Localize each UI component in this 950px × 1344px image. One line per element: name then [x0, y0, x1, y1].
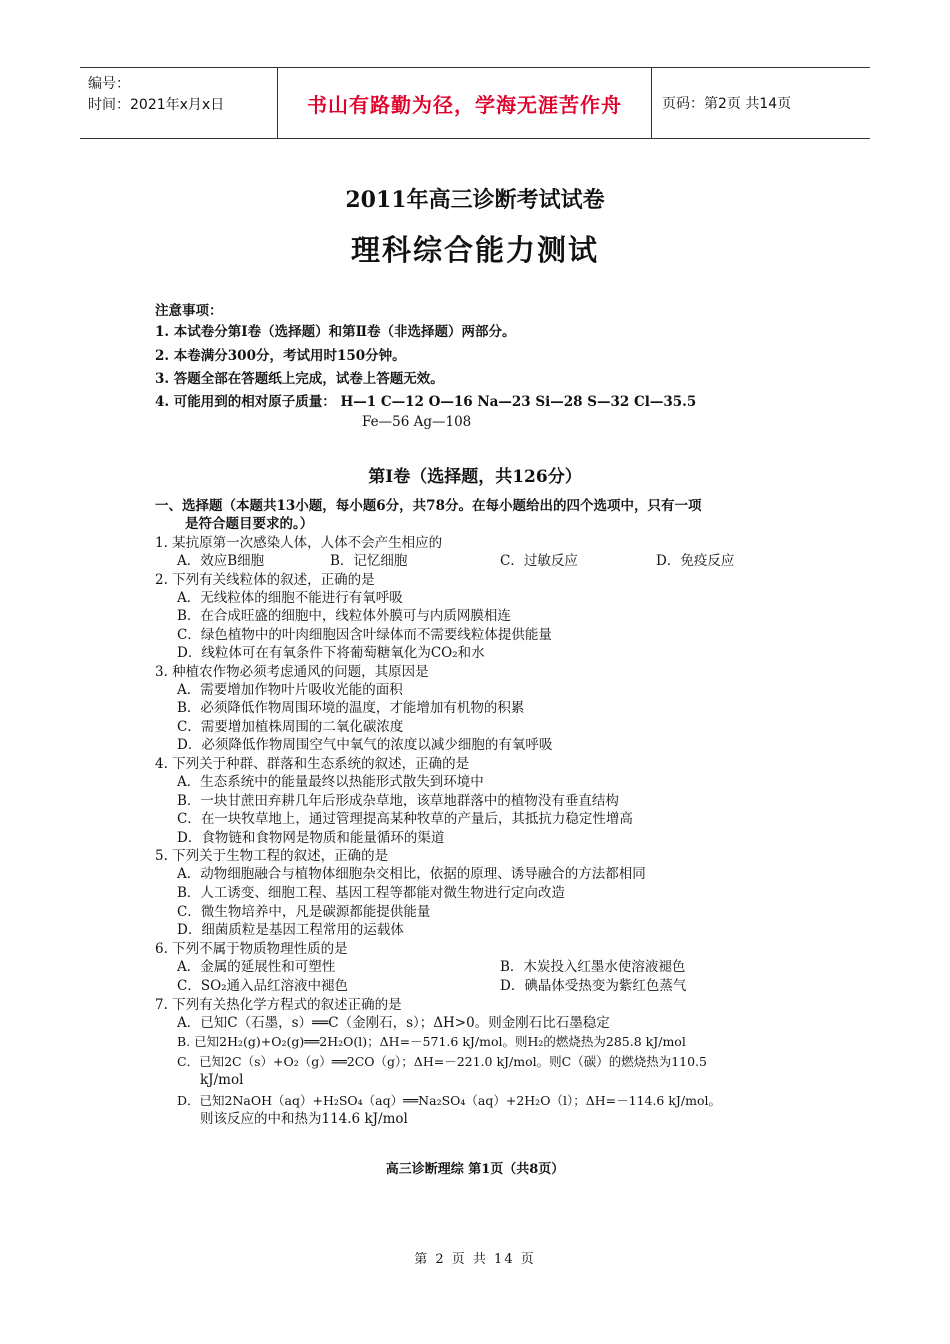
- option: C．已知2C（s）+O₂（g）══2CO（g）；ΔH=－221.0 kJ/mol。则C（碳）的燃烧热为110.5: [177, 1054, 707, 1069]
- option: D．线粒体可在有氧条件下将葡萄糖氧化为CO₂和水: [177, 645, 485, 661]
- option: C．SO₂通入品红溶液中褪色: [177, 978, 349, 994]
- serial-label: 编号：: [88, 76, 130, 92]
- question-stem: 4. 下列关于种群、群落和生态系统的叙述，正确的是: [155, 756, 470, 772]
- option: A．动物细胞融合与植物体细胞杂交相比，依据的原理、诱导融合的方法都相同: [177, 866, 646, 882]
- note-item: 1. 本试卷分第Ⅰ卷（选择题）和第Ⅱ卷（非选择题）两部分。: [155, 324, 516, 340]
- option-continued: kJ/mol: [200, 1072, 244, 1088]
- option: A．无线粒体的细胞不能进行有氧呼吸: [177, 590, 403, 606]
- exam-footer: 高三诊断理综 第1页（共8页）: [385, 1162, 565, 1177]
- part-one-line: 一、选择题（本题共13小题，每小题6分，共78分。在每小题给出的四个选项中，只有一项: [155, 498, 702, 514]
- question-stem: 2. 下列有关线粒体的叙述，正确的是: [155, 572, 375, 588]
- page-info: 页码：第2页 共14页: [662, 96, 792, 112]
- option: C．微生物培养中，凡是碳源都能提供能量: [177, 904, 431, 920]
- part-one-line: 是符合题目要求的。）: [185, 516, 314, 532]
- option: C．在一块牧草地上，通过管理提高某种牧草的产量后，其抵抗力稳定性增高: [177, 811, 633, 827]
- date-label: 时间：2021年x月x日: [88, 97, 225, 113]
- question-stem: 6. 下列不属于物质物理性质的是: [155, 941, 348, 957]
- question-stem: 5. 下列关于生物工程的叙述，正确的是: [155, 848, 389, 864]
- note-item: Fe—56 Ag—108: [362, 414, 472, 430]
- header-motto-cell: [278, 68, 652, 138]
- option: A．需要增加作物叶片吸收光能的面积: [177, 682, 403, 698]
- option: D．细菌质粒是基因工程常用的运载体: [177, 922, 404, 938]
- option: D．必须降低作物周围空气中氧气的浓度以减少细胞的有氧呼吸: [177, 737, 553, 753]
- exam-title: 2011年高三诊断考试试卷: [345, 187, 605, 213]
- option: B．必须降低作物周围环境的温度，才能增加有机物的积累: [177, 700, 525, 716]
- question-stem: 1. 某抗原第一次感染人体，人体不会产生相应的: [155, 535, 443, 551]
- motto: 书山有路勤为径，学海无涯苦作舟: [307, 92, 622, 117]
- option-continued: 则该反应的中和热为114.6 kJ/mol: [200, 1111, 408, 1127]
- option: D．免疫反应: [656, 553, 735, 569]
- question-stem: 7. 下列有关热化学方程式的叙述正确的是: [155, 997, 402, 1013]
- option: B．人工诱变、细胞工程、基因工程等都能对微生物进行定向改造: [177, 885, 565, 901]
- exam-subtitle: 理科综合能力测试: [350, 233, 599, 267]
- option: C．绿色植物中的叶肉细胞因含叶绿体而不需要线粒体提供能量: [177, 627, 552, 643]
- option: B. 已知2H₂(g)+O₂(g)══2H₂O(l)；ΔH=－571.6 kJ/mol。则H₂的燃烧热为285.8 kJ/mol: [177, 1034, 686, 1049]
- header-table: [80, 67, 870, 139]
- option: A．金属的延展性和可塑性: [177, 959, 336, 975]
- option: B．在合成旺盛的细胞中，线粒体外膜可与内质网膜相连: [177, 608, 511, 624]
- option: C．需要增加植株周围的二氧化碳浓度: [177, 719, 404, 735]
- notes-heading: 注意事项：: [155, 303, 223, 319]
- option: B．一块甘蔗田弃耕几年后形成杂草地，该草地群落中的植物没有垂直结构: [177, 793, 619, 809]
- page-footer: 第 2 页 共 14 页: [414, 1252, 536, 1267]
- note-item: 4. 可能用到的相对原子质量： H—1 C—12 O—16 Na—23 Si—28 S—32 Cl—35.5: [155, 394, 697, 410]
- header-meta: [80, 68, 278, 138]
- option: A．已知C（石墨，s）══C（金刚石，s）；ΔH>0。则金刚石比石墨稳定: [177, 1015, 610, 1031]
- option: A．生态系统中的能量最终以热能形式散失到环境中: [177, 774, 484, 790]
- option: D．已知2NaOH（aq）+H₂SO₄（aq）══Na₂SO₄（aq）+2H₂O（l）；ΔH=－114.6 kJ/mol。: [177, 1093, 722, 1108]
- option: D．碘晶体受热变为紫红色蒸气: [500, 978, 687, 994]
- section-title: 第Ⅰ卷（选择题，共126分）: [368, 467, 582, 487]
- note-item: 3. 答题全部在答题纸上完成，试卷上答题无效。: [155, 371, 444, 387]
- option: C．过敏反应: [500, 553, 578, 569]
- option: B．记忆细胞: [330, 553, 408, 569]
- option: D．食物链和食物网是物质和能量循环的渠道: [177, 830, 445, 846]
- option: A．效应B细胞: [177, 553, 265, 569]
- note-item: 2. 本卷满分300分，考试用时150分钟。: [155, 348, 406, 364]
- question-stem: 3. 种植农作物必须考虑通风的问题，其原因是: [155, 664, 429, 680]
- option: B．木炭投入红墨水使溶液褪色: [500, 959, 686, 975]
